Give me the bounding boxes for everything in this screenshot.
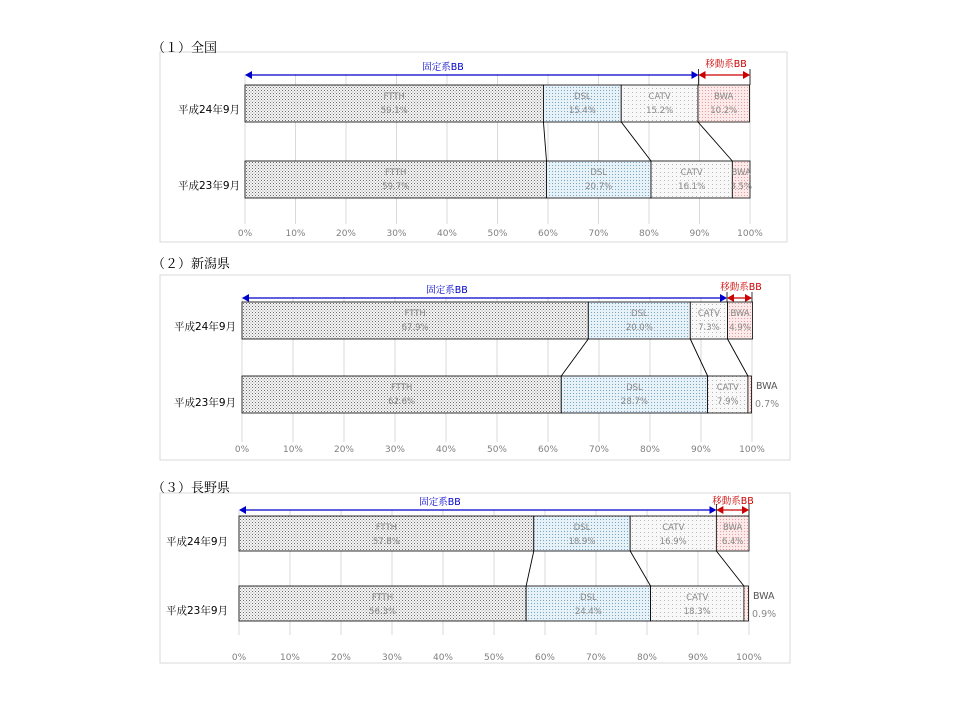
bar-segment-bwa	[732, 161, 750, 198]
x-tick-label: 30%	[381, 653, 403, 663]
x-tick-label: 70%	[585, 653, 607, 663]
segment-name-label: DSL	[590, 168, 608, 178]
x-tick-label: 100%	[737, 229, 763, 239]
x-tick-label: 10%	[282, 445, 304, 455]
x-tick-label: 30%	[384, 445, 406, 455]
data-label: 7.3%	[698, 323, 720, 333]
data-label: 20.0%	[625, 323, 653, 333]
segment-name-label: FTTH	[383, 92, 405, 102]
x-tick-label: 100%	[736, 653, 762, 663]
panel-nagano	[152, 481, 790, 663]
segment-name-label: FTTH	[385, 168, 407, 178]
x-tick-label: 60%	[537, 445, 559, 455]
x-tick-label: 40%	[436, 229, 458, 239]
segment-name-label: DSL	[573, 523, 591, 533]
x-tick-label: 70%	[588, 229, 609, 239]
x-tick-label: 90%	[687, 653, 709, 663]
data-label: 62.6%	[388, 397, 416, 407]
data-label: 0.7%	[755, 399, 780, 410]
x-tick-label: 20%	[330, 653, 352, 663]
data-label: 57.8%	[372, 537, 400, 547]
data-label: 16.1%	[678, 182, 706, 192]
x-tick-label: 0%	[234, 445, 250, 455]
bar-segment-dsl	[561, 376, 707, 413]
x-tick-label: 80%	[639, 445, 661, 455]
data-label: 0.9%	[752, 609, 777, 620]
bar-segment-dsl	[543, 85, 621, 122]
x-tick-label: 90%	[690, 445, 712, 455]
data-label: 15.4%	[568, 106, 596, 116]
segment-name-label: BWA	[730, 309, 750, 319]
bar-segment-ftth	[242, 302, 588, 339]
data-label: 16.9%	[659, 537, 687, 547]
bar-segment-bwa	[728, 302, 753, 339]
x-tick-label: 50%	[486, 445, 508, 455]
row-label-h23: 平成23年9月	[173, 397, 236, 409]
segment-name-label: CATV	[680, 168, 703, 178]
segment-name-label: CATV	[686, 593, 709, 603]
segment-name-label: FTTH	[404, 309, 426, 319]
x-tick-label: 80%	[638, 229, 660, 239]
x-tick-label: 50%	[483, 653, 505, 663]
data-label: 3.5%	[730, 182, 752, 192]
section-title-nagano: （３）長野県	[152, 481, 231, 496]
group-label-fixed: 固定系BB	[426, 285, 468, 296]
data-label: 24.4%	[574, 607, 602, 617]
bar-segment-dsl	[546, 161, 651, 198]
row-label-h23: 平成23年9月	[177, 180, 240, 192]
data-label: 67.9%	[401, 323, 429, 333]
segment-name-label: CATV	[697, 309, 720, 319]
segment-name-label: BWA	[753, 591, 775, 602]
segment-name-label: BWA	[731, 168, 751, 178]
bar-segment-bwa	[698, 85, 750, 122]
data-label: 15.2%	[646, 106, 674, 116]
section-title-national: （１）全国	[152, 41, 218, 56]
x-tick-label: 40%	[432, 653, 454, 663]
panel-niigata	[152, 257, 790, 460]
segment-name-label: BWA	[756, 381, 778, 392]
group-label-fixed: 固定系BB	[419, 497, 461, 508]
group-label-mobile: 移動系BB	[720, 282, 762, 293]
x-tick-label: 50%	[487, 229, 508, 239]
row-label-h24: 平成24年9月	[165, 536, 228, 548]
segment-name-label: CATV	[662, 523, 685, 533]
segment-name-label: DSL	[626, 383, 643, 393]
data-label: 20.7%	[585, 182, 613, 192]
data-label: 59.1%	[380, 106, 408, 116]
bar-segment-bwa	[744, 586, 749, 621]
bar-segment-ftth	[245, 85, 543, 122]
x-tick-label: 10%	[285, 229, 306, 239]
section-title-niigata: （２）新潟県	[152, 257, 231, 272]
x-tick-label: 60%	[537, 229, 559, 239]
bar-segment-catv	[708, 376, 748, 413]
x-tick-label: 20%	[335, 229, 357, 239]
bar-segment-bwa	[748, 376, 752, 413]
x-tick-label: 60%	[534, 653, 556, 663]
data-label: 10.2%	[710, 106, 738, 116]
x-tick-label: 70%	[588, 445, 610, 455]
data-label: 18.3%	[683, 607, 711, 617]
bar-segment-ftth	[245, 161, 546, 198]
bar-segment-dsl	[588, 302, 690, 339]
panel-national	[152, 41, 787, 242]
segment-name-label: BWA	[714, 92, 734, 102]
x-tick-label: 30%	[386, 229, 407, 239]
row-label-h23: 平成23年9月	[165, 605, 228, 617]
x-tick-label: 90%	[689, 229, 710, 239]
segment-name-label: DSL	[573, 92, 591, 102]
x-tick-label: 80%	[636, 653, 658, 663]
data-label: 6.4%	[721, 537, 744, 547]
x-tick-label: 40%	[435, 445, 457, 455]
bar-segment-catv	[690, 302, 727, 339]
segment-name-label: DSL	[630, 309, 648, 319]
group-label-fixed: 固定系BB	[422, 62, 464, 73]
segment-name-label: CATV	[648, 92, 671, 102]
segment-name-label: FTTH	[390, 383, 413, 393]
x-tick-label: 10%	[279, 653, 301, 663]
data-label: 18.9%	[568, 537, 596, 547]
bar-segment-catv	[621, 85, 698, 122]
row-label-h24: 平成24年9月	[173, 321, 236, 333]
segment-name-label: FTTH	[375, 523, 398, 533]
data-label: 28.7%	[620, 397, 648, 407]
segment-name-label: DSL	[580, 593, 597, 603]
x-tick-label: 100%	[739, 445, 765, 455]
data-label: 59.7%	[382, 182, 410, 192]
x-tick-label: 0%	[237, 229, 253, 239]
row-label-h24: 平成24年9月	[177, 104, 240, 116]
bar-segment-ftth	[242, 376, 561, 413]
data-label: 56.3%	[369, 607, 397, 617]
segment-name-label: BWA	[723, 523, 743, 533]
group-label-mobile: 移動系BB	[712, 496, 754, 507]
x-tick-label: 0%	[231, 653, 247, 663]
x-tick-label: 20%	[333, 445, 355, 455]
data-label: 7.9%	[716, 397, 739, 407]
segment-name-label: FTTH	[371, 593, 394, 603]
data-label: 4.9%	[729, 323, 751, 333]
bar-segment-catv	[651, 161, 732, 198]
segment-name-label: CATV	[716, 383, 739, 393]
group-label-mobile: 移動系BB	[705, 59, 747, 70]
